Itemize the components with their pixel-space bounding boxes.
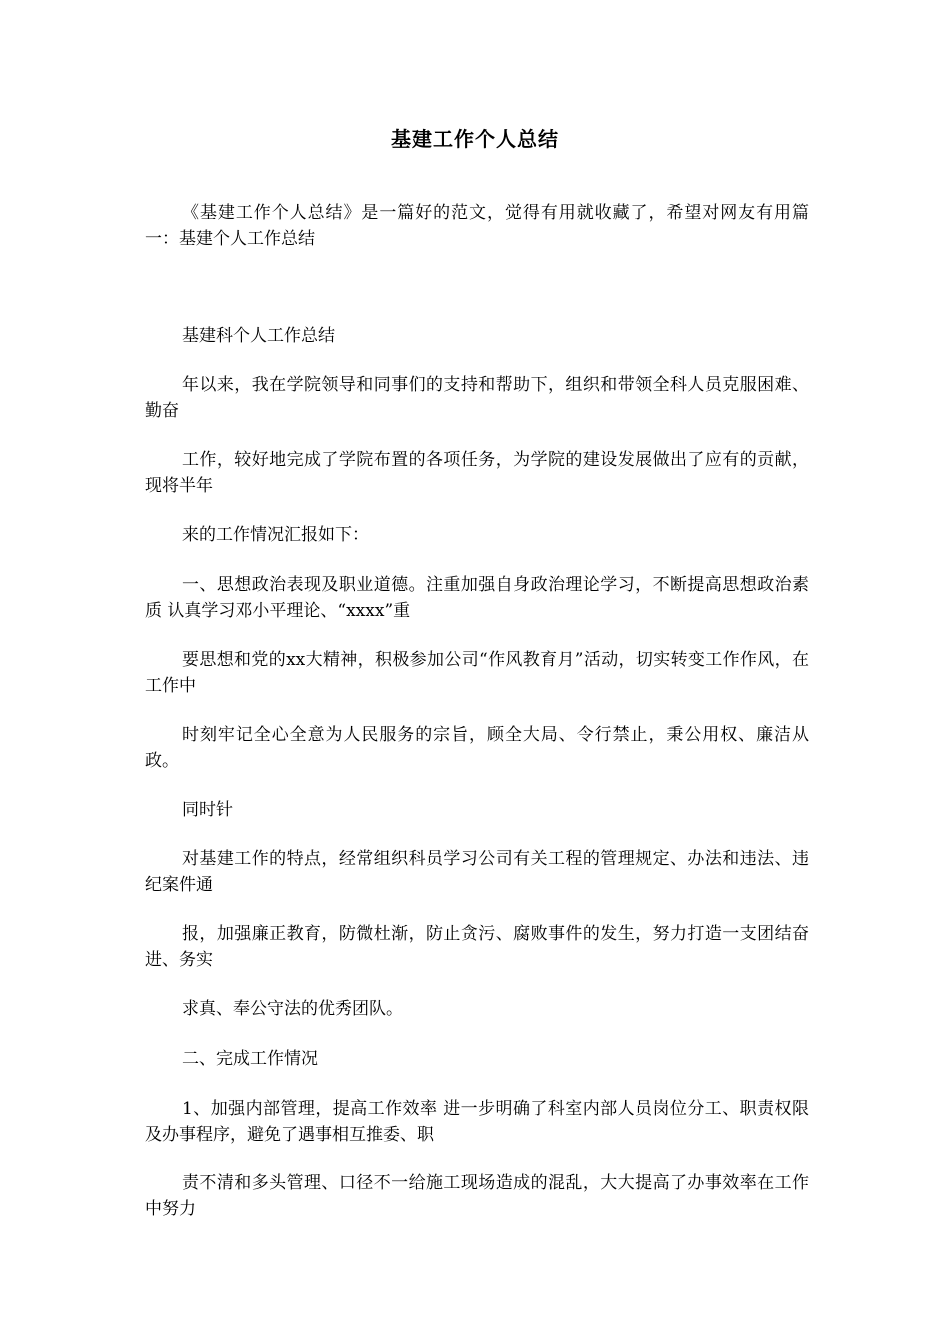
paragraph: 时刻牢记全心全意为人民服务的宗旨，顾全大局、令行禁止，秉公用权、廉洁从政。 — [145, 725, 809, 771]
paragraph: 责不清和多头管理、口径不一给施工现场造成的混乱，大大提高了办事效率在工作中努力 — [145, 1173, 809, 1219]
paragraph: 同时针 — [182, 800, 233, 820]
paragraph: 对基建工作的特点，经常组织科员学习公司有关工程的管理规定、办法和违法、违纪案件通 — [145, 849, 809, 895]
document-title: 基建工作个人总结 — [391, 127, 559, 151]
paragraph-intro: 《基建工作个人总结》是一篇好的范文，觉得有用就收藏了，希望对网友有用篇一：基建个人工作总结 — [145, 203, 809, 249]
paragraph: 年以来，我在学院领导和同事们的支持和帮助下，组织和带领全科人员克服困难、勤奋 — [145, 375, 809, 421]
paragraph: 报，加强廉正教育，防微杜渐，防止贪污、腐败事件的发生，努力打造一支团结奋进、务实 — [145, 924, 809, 970]
paragraph: 求真、奉公守法的优秀团队。 — [182, 999, 403, 1019]
paragraph-section-one: 一、思想政治表现及职业道德。注重加强自身政治理论学习，不断提高思想政治素质 认真学习邓小平理论、“xxxx”重 — [145, 575, 809, 621]
paragraph: 工作，较好地完成了学院布置的各项任务，为学院的建设发展做出了应有的贡献，现将半年 — [145, 450, 809, 496]
paragraph: 1、加强内部管理，提高工作效率 进一步明确了科室内部人员岗位分工、职责权限及办事程序，避免了遇事相互推委、职 — [145, 1099, 809, 1145]
paragraph: 来的工作情况汇报如下： — [182, 525, 369, 545]
paragraph: 要思想和党的xx大精神，积极参加公司“作风教育月”活动，切实转变工作作风，在工作中 — [145, 650, 809, 696]
paragraph-heading-summary: 基建科个人工作总结 — [182, 326, 335, 346]
paragraph-section-two: 二、完成工作情况 — [182, 1049, 318, 1069]
